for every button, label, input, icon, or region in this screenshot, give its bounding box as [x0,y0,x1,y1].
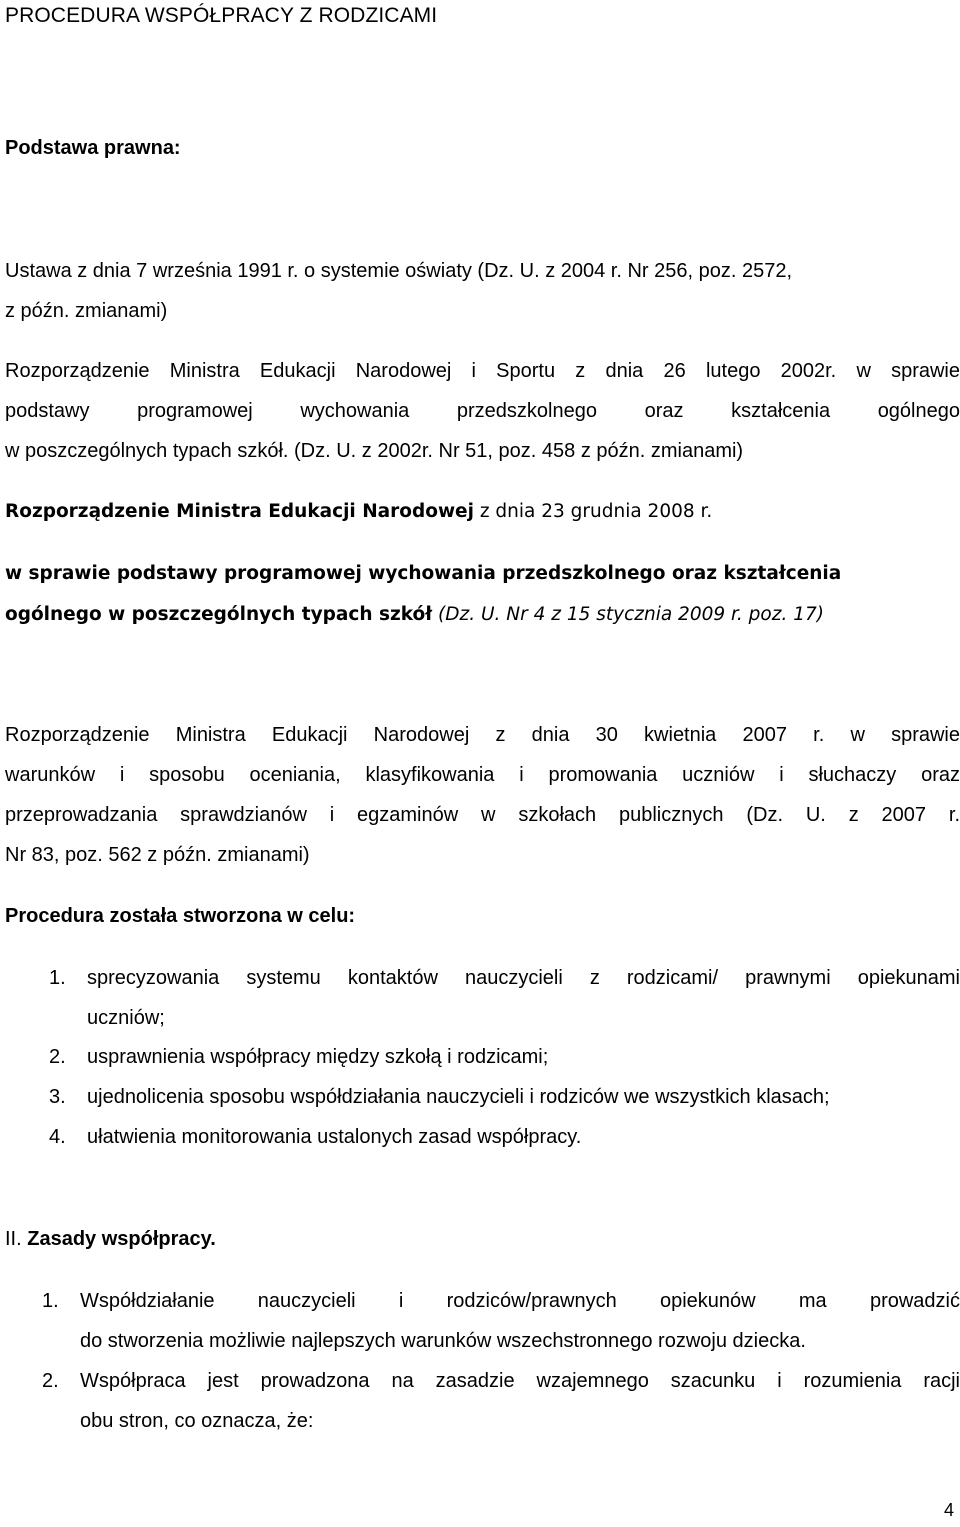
section-2-roman: II. [5,1228,22,1250]
principle-1-number: 1. [42,1290,59,1312]
regulation-2002-line-2: podstawy programowej wychowania przedszkolnego oraz kształcenia ogólnego [5,400,960,422]
purpose-item-2-number: 2. [49,1046,66,1068]
regulation-2008-subject: ogólnego w poszczególnych typach szkół [5,604,433,625]
purpose-item-1-number: 1. [49,967,66,989]
section-2-heading [5,1227,216,1251]
regulation-2008-citation: (Dz. U. Nr 4 z 15 stycznia 2009 r. poz. 17) [432,604,824,625]
law-1-line-2: z późn. zmianami) [5,300,168,322]
principle-1-line-1: Współdziałanie nauczycieli i rodziców/prawnych opiekunów ma prowadzić [80,1290,960,1312]
regulation-2008-line-1 [5,500,712,524]
regulation-2007-line-4: Nr 83, poz. 562 z późn. zmianami) [5,844,310,866]
purpose-item-4-text: ułatwienia monitorowania ustalonych zasad współpracy. [87,1126,582,1148]
law-1-line-1: Ustawa z dnia 7 września 1991 r. o systemie oświaty (Dz. U. z 2004 r. Nr 256, poz. 2572, [5,260,793,282]
purpose-item-2-text: usprawnienia współpracy między szkołą i rodzicami; [87,1046,549,1068]
document-title: PROCEDURA WSPÓŁPRACY Z RODZICAMI [5,4,438,27]
principle-2-line-2: obu stron, co oznacza, że: [80,1410,314,1432]
purpose-item-1-line-2: uczniów; [87,1007,165,1029]
purpose-item-3-text: ujednolicenia sposobu współdziałania nauczycieli i rodziców we wszystkich klasach; [87,1086,830,1108]
principle-2-line-1: Współpraca jest prowadzona na zasadzie wzajemnego szacunku i rozumienia racji [80,1370,960,1392]
purpose-item-1-line-1: sprecyzowania systemu kontaktów nauczycieli z rodzicami/ prawnymi opiekunami [87,967,960,989]
principle-2-number: 2. [42,1370,59,1392]
regulation-2002-line-3: w poszczególnych typach szkół. (Dz. U. z 2002r. Nr 51, poz. 458 z późn. zmianami) [5,440,744,462]
legal-basis-heading: Podstawa prawna: [5,137,181,159]
section-2-title: Zasady współpracy. [21,1228,216,1250]
regulation-2002-line-1: Rozporządzenie Ministra Edukacji Narodowej i Sportu z dnia 26 lutego 2002r. w sprawie [5,360,960,382]
regulation-2008-line-3 [5,603,824,627]
principle-1-line-2: do stworzenia możliwie najlepszych warunków wszechstronnego rozwoju dziecka. [80,1330,806,1352]
regulation-2008-title: Rozporządzenie Ministra Edukacji Narodowej [5,501,474,522]
purpose-heading: Procedura została stworzona w celu: [5,905,356,927]
purpose-item-3-number: 3. [49,1086,66,1108]
regulation-2007-line-2: warunków i sposobu oceniania, klasyfikowania i promowania uczniów i słuchaczy oraz [5,764,960,786]
purpose-item-4-number: 4. [49,1126,66,1148]
page-number: 4 [943,1500,954,1520]
regulation-2007-line-3: przeprowadzania sprawdzianów i egzaminów w szkołach publicznych (Dz. U. z 2007 r. [5,804,960,826]
regulation-2008-date: z dnia 23 grudnia 2008 r. [473,501,713,522]
regulation-2008-line-2: w sprawie podstawy programowej wychowania przedszkolnego oraz kształcenia [5,563,842,584]
regulation-2007-line-1: Rozporządzenie Ministra Edukacji Narodowej z dnia 30 kwietnia 2007 r. w sprawie [5,724,960,746]
